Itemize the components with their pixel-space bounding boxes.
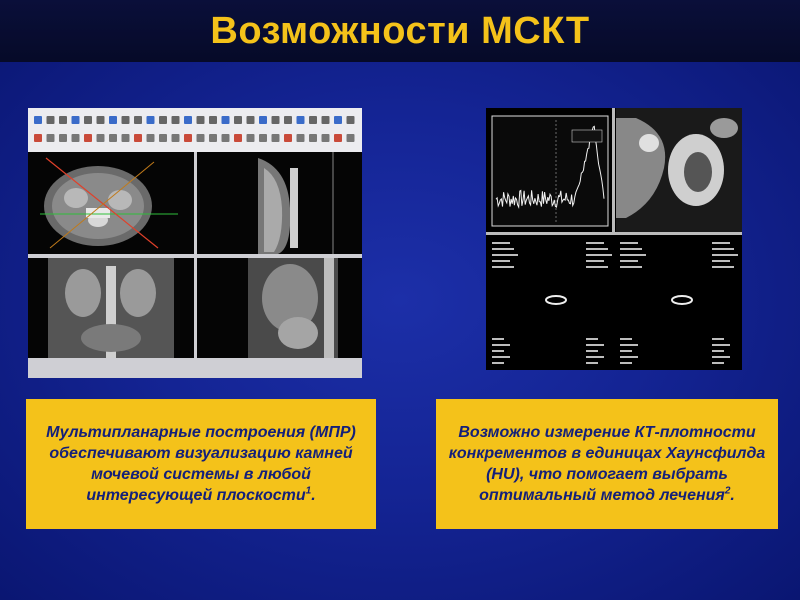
mpr-image (28, 108, 362, 378)
caption-hu-end: . (730, 487, 735, 504)
kidney-axial-view (616, 108, 742, 232)
footnote-2: 2 (724, 485, 731, 497)
hu-profile-graph (492, 116, 608, 226)
sagittal-view-2 (248, 258, 338, 358)
footnote-1: 1 (305, 485, 312, 497)
caption-mpr-end: . (311, 487, 316, 504)
hu-image (486, 108, 742, 370)
caption-hu (436, 399, 778, 529)
caption-mpr (26, 399, 376, 529)
mpr-illustration (28, 108, 362, 378)
caption-mpr-text: Мультипланарные построения (МПР) обеспечивают визуализацию камней мочевой системы в любой интересующей плоскости (46, 424, 356, 504)
coronal-view (48, 258, 174, 358)
title-bar (0, 0, 800, 62)
slide-title: Возможности МСКТ (210, 9, 590, 52)
caption-hu-text: Возможно измерение КТ-плотности конкрементов в единицах Хаунсфилда (HU), что помогает выбрать оптимальный метод лечения (448, 424, 766, 504)
hu-illustration (486, 108, 742, 370)
